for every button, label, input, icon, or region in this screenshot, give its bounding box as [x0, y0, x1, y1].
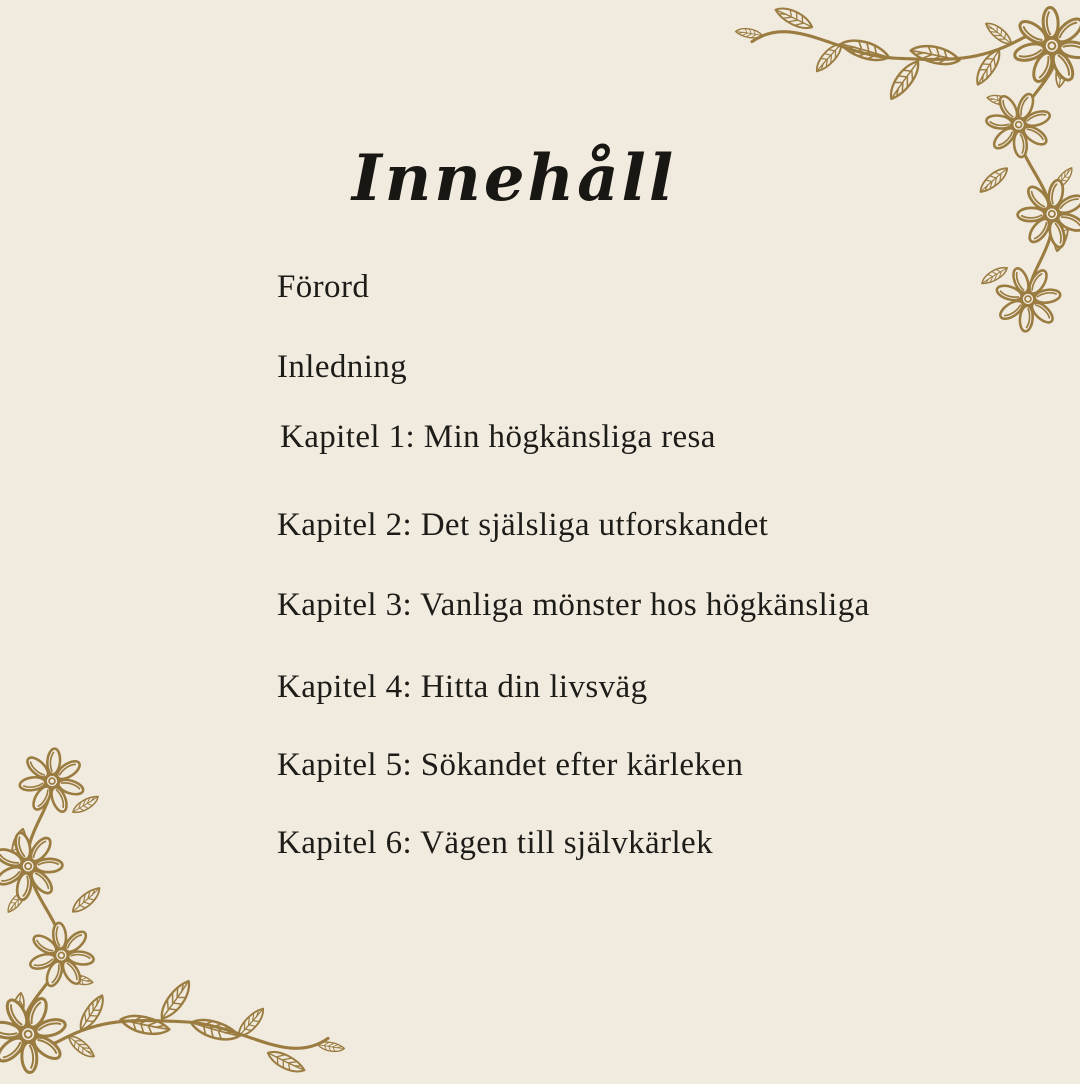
toc-item-kapitel-5: Kapitel 5: Sökandet efter kärleken	[277, 747, 744, 783]
ornament-strokes	[0, 744, 345, 1081]
page-title: Innehåll	[351, 140, 677, 216]
toc-item-kapitel-1: Kapitel 1: Min högkänsliga resa	[280, 419, 716, 455]
toc-item-kapitel-4: Kapitel 4: Hitta din livsväg	[277, 669, 648, 705]
floral-ornament-bottom-left	[0, 752, 328, 1084]
floral-vine-svg	[0, 752, 328, 1084]
toc-item-inledning: Inledning	[277, 349, 408, 385]
toc-item-kapitel-3: Kapitel 3: Vanliga mönster hos högkänsliga	[277, 587, 870, 623]
toc-item-kapitel-2: Kapitel 2: Det själsliga utforskandet	[277, 507, 769, 543]
toc-item-kapitel-6: Kapitel 6: Vägen till självkärlek	[277, 825, 713, 861]
toc-item-forord: Förord	[277, 269, 370, 305]
